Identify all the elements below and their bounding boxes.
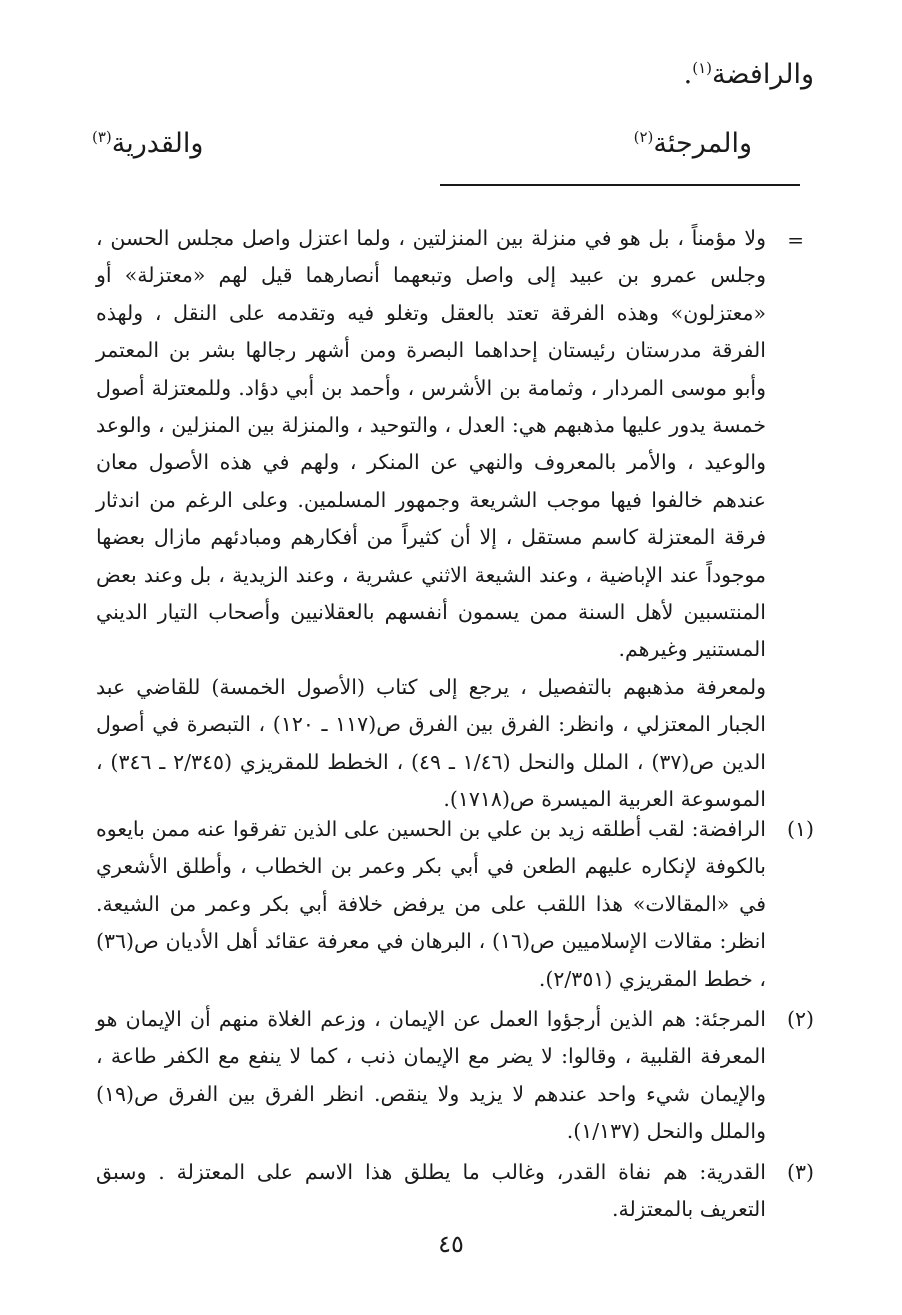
footnote-text-3: القدرية: هم نفاة القدر، وغالب ما يطلق هذا الاسم على المعتزلة . وسبق التعريف بالمعتزلة. [96, 1160, 766, 1222]
footnote-2 [96, 1001, 814, 1151]
continued-footnote [96, 220, 766, 819]
page-number: ٤٥ [438, 1230, 464, 1258]
footnote-ref-1[interactable]: (١) [692, 59, 713, 77]
main-text-murjia: والمرجئة [653, 128, 752, 159]
footnote-number-3: (٣) [786, 1160, 814, 1184]
main-text-rafida: والرافضة [712, 59, 814, 90]
footnote-ref-2[interactable]: (٢) [633, 128, 654, 146]
main-text-period: . [683, 59, 693, 90]
footnote-text-2: المرجئة: هم الذين أرجؤوا العمل عن الإيمان ، وزعم الغلاة منهم أن الإيمان هو المعرفة القلبية ، وقالوا: لا يضر مع الإيمان ذنب ، كما لا ينفع مع الكفر طاعة ، والإيمان شيء واحد عندهم لا يزيد ولا ينقص. انظر الفرق بين الفرق ص(١٩) والملل والنحل (١/١٣٧). [96, 1007, 766, 1144]
footnote-number-1: (١) [786, 817, 814, 841]
footnote-ref-3[interactable]: (٣) [92, 128, 112, 146]
footnote-separator [440, 184, 800, 186]
footnote-1 [96, 811, 814, 998]
main-text-line-1 [684, 58, 814, 92]
main-text-line-2 [92, 124, 752, 164]
continued-footnote-paragraph-2: ولمعرفة مذهبهم بالتفصيل ، يرجع إلى كتاب (الأصول الخمسة) للقاضي عبد الجبار المعتزلي ، وانظر: الفرق بين الفرق ص(١١٧ ـ ١٢٠) ، التبصرة في أصول الدين ص(٣٧) ، الملل والنحل (١/٤٦ ـ ٤٩) ، الخطط للمقريزي (٢/٣٤٥ ـ ٣٤٦) ، الموسوعة العربية الميسرة ص(١٧١٨). [96, 674, 767, 812]
footnote-3 [96, 1154, 814, 1229]
footnote-number-2: (٢) [786, 1007, 814, 1031]
continued-footnote-paragraph-1: ولا مؤمناً ، بل هو في منزلة بين المنزلتين ، ولما اعتزل واصل مجلس الحسن ، وجلس عمرو بن عبيد إلى واصل وتبعهما أنصارهما قيل لهم «معتزلة» أو «معتزلون» وهذه الفرقة تعتد بالعقل وتغلو فيه وتقدمه على النقل ، ولهذه الفرقة مدرستان رئيستان إحداهما البصرة ومن أشهر رجالها بشر بن المعتمر وأبو موسى المردار ، وثمامة بن الأشرس ، وأحمد بن أبي دؤاد. وللمعتزلة أصول خمسة يدور عليها مذهبهم هي: العدل ، والتوحيد ، والمنزلة بين المنزلين ، والوعد والوعيد ، والأمر بالمعروف والنهي عن المنكر ، ولهم في هذه الأصول معان عندهم خالفوا فيها موجب الشريعة وجمهور المسلمين. وعلى الرغم من اندثار فرقة المعتزلة كاسم مستقل ، إلا أن كثيراً من أفكارهم ومبادئهم مازال بعضها موجوداً عند الإباضية ، وعند الشيعة الاثني عشرية ، وعند الزيدية ، بل وعند بعض المنتسبين لأهل السنة ممن يسمون أنفسهم بالعقلانيين وأصحاب التيار الديني المستنير وغيرهم. [96, 226, 766, 662]
main-text-qadariyya: والقدرية [111, 128, 204, 159]
footnote-text-1: الرافضة: لقب أطلقه زيد بن علي بن الحسين على الذين تفرقوا عنه ممن بايعوه بالكوفة لإنكاره عليهم الطعن في أبي بكر وعمر بن الخطاب ، وأطلق الأشعري في «المقالات» هذا اللقب على من يرفض خلافة أبي بكر وعمر من الشيعة. انظر: مقالات الإسلاميين ص(١٦) ، البرهان في معرفة عقائد أهل الأديان ص(٣٦) ، خطط المقريزي (٢/٣٥١). [96, 817, 766, 991]
continuation-marker: = [787, 228, 804, 252]
